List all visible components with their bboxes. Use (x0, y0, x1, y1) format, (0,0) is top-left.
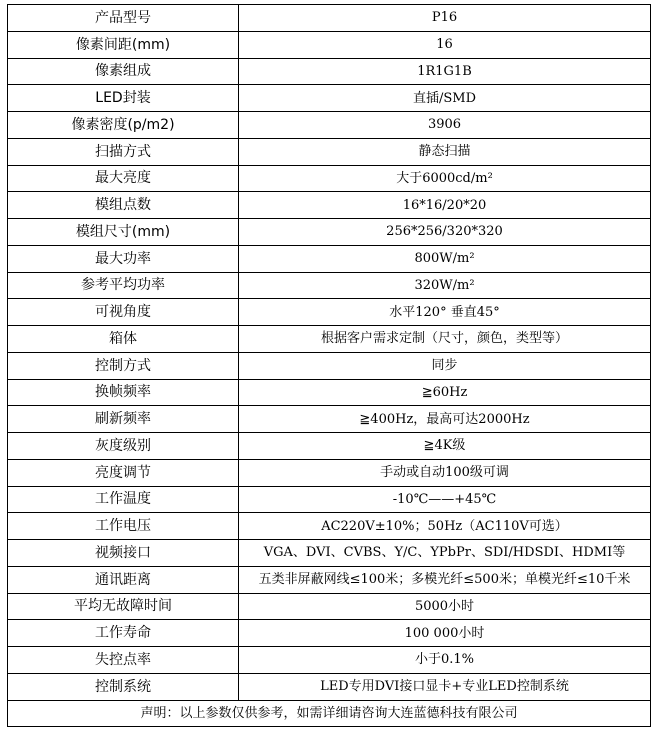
table-row (8, 192, 651, 219)
row-value: AC220V±10%；50Hz（AC110V可选） (239, 513, 651, 540)
row-label: 通讯距离 (8, 566, 239, 593)
row-label: 控制系统 (8, 673, 239, 700)
table-row (8, 299, 651, 326)
table-row (8, 486, 651, 513)
row-value: ≧400Hz，最高可达2000Hz (239, 406, 651, 433)
table-row (8, 219, 651, 246)
row-value: 小于0.1% (239, 647, 651, 674)
table-row (8, 379, 651, 406)
table-row (8, 593, 651, 620)
row-value: 根据客户需求定制（尺寸，颜色，类型等） (239, 326, 651, 353)
row-label: 模组点数 (8, 192, 239, 219)
table-row (8, 406, 651, 433)
row-label: 箱体 (8, 326, 239, 353)
table-row (8, 31, 651, 58)
table-row (8, 352, 651, 379)
row-label: 参考平均功率 (8, 272, 239, 299)
row-label: 扫描方式 (8, 138, 239, 165)
row-value: VGA、DVI、CVBS、Y/C、YPbPr、SDI/HDSDI、HDMI等 (239, 540, 651, 567)
table-row (8, 620, 651, 647)
table-row (8, 5, 651, 32)
table-row (8, 272, 651, 299)
row-label: 像素间距(mm) (8, 31, 239, 58)
row-label: 亮度调节 (8, 459, 239, 486)
row-value: 800W/m² (239, 245, 651, 272)
table-row (8, 673, 651, 700)
row-value: 静态扫描 (239, 138, 651, 165)
table-row (8, 138, 651, 165)
disclaimer-note: 声明：以上参数仅供参考，如需详细请咨询大连蓝德科技有限公司 (8, 700, 651, 727)
row-label: 平均无故障时间 (8, 593, 239, 620)
row-value: 五类非屏蔽网线≤100米；多模光纤≤500米；单模光纤≤10千米 (239, 566, 651, 593)
table-row (8, 566, 651, 593)
row-value: 320W/m² (239, 272, 651, 299)
table-row (8, 326, 651, 353)
row-label: 灰度级别 (8, 433, 239, 460)
row-label: 工作电压 (8, 513, 239, 540)
row-value: 直插/SMD (239, 85, 651, 112)
spec-table-body (8, 5, 651, 727)
row-value: 100 000小时 (239, 620, 651, 647)
table-row (8, 513, 651, 540)
row-value: 16 (239, 31, 651, 58)
row-label: 视频接口 (8, 540, 239, 567)
row-value: 大于6000cd/m² (239, 165, 651, 192)
row-label: 模组尺寸(mm) (8, 219, 239, 246)
disclaimer-row (8, 700, 651, 727)
row-value: 256*256/320*320 (239, 219, 651, 246)
row-value: 同步 (239, 352, 651, 379)
row-label: 像素密度(p/m2) (8, 112, 239, 139)
row-value: ≧60Hz (239, 379, 651, 406)
row-value: P16 (239, 5, 651, 32)
table-row (8, 112, 651, 139)
row-label: 产品型号 (8, 5, 239, 32)
row-value: -10℃——+45℃ (239, 486, 651, 513)
row-label: LED封装 (8, 85, 239, 112)
row-label: 工作寿命 (8, 620, 239, 647)
row-label: 最大功率 (8, 245, 239, 272)
row-label: 失控点率 (8, 647, 239, 674)
table-row (8, 245, 651, 272)
table-row (8, 165, 651, 192)
row-value: 1R1G1B (239, 58, 651, 85)
table-row (8, 85, 651, 112)
table-row (8, 58, 651, 85)
spec-table (7, 4, 651, 727)
row-value: 16*16/20*20 (239, 192, 651, 219)
row-value: LED专用DVI接口显卡+专业LED控制系统 (239, 673, 651, 700)
table-row (8, 433, 651, 460)
table-row (8, 647, 651, 674)
row-label: 控制方式 (8, 352, 239, 379)
row-label: 工作温度 (8, 486, 239, 513)
row-label: 最大亮度 (8, 165, 239, 192)
row-value: ≧4K级 (239, 433, 651, 460)
row-value: 5000小时 (239, 593, 651, 620)
row-label: 刷新频率 (8, 406, 239, 433)
row-label: 可视角度 (8, 299, 239, 326)
row-value: 手动或自动100级可调 (239, 459, 651, 486)
row-label: 换帧频率 (8, 379, 239, 406)
row-value: 水平120° 垂直45° (239, 299, 651, 326)
row-label: 像素组成 (8, 58, 239, 85)
table-row (8, 540, 651, 567)
row-value: 3906 (239, 112, 651, 139)
table-row (8, 459, 651, 486)
